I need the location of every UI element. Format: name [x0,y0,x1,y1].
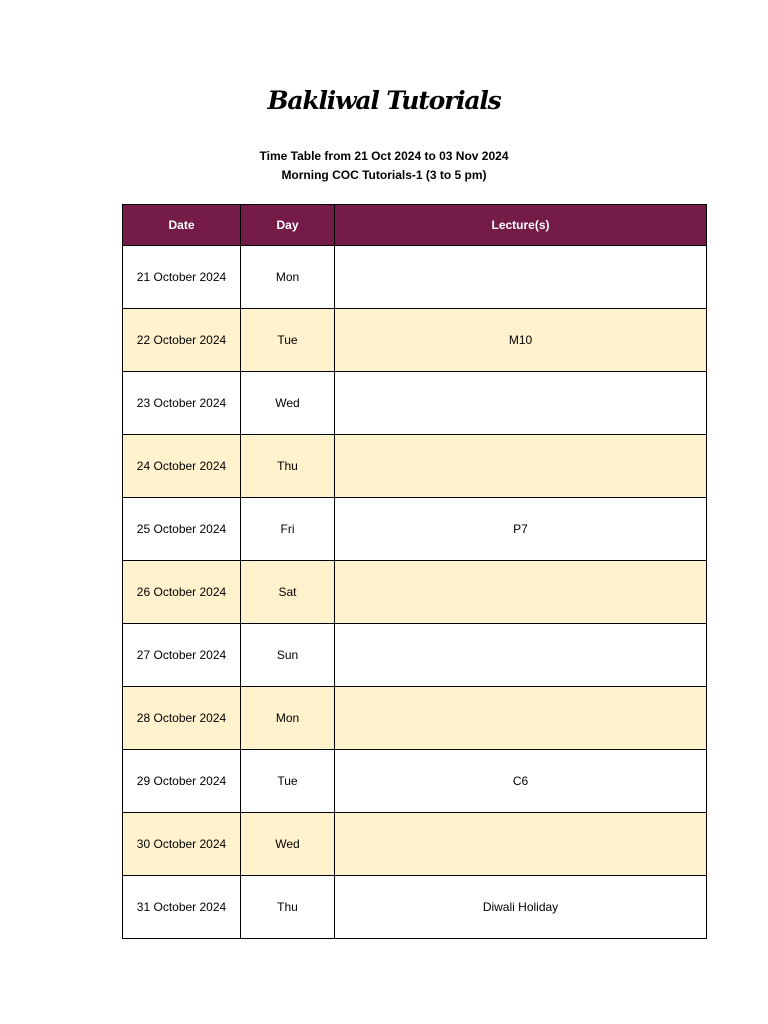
date-cell: 25 October 2024 [123,498,241,561]
table-row [123,750,707,813]
lecture-cell: C6 [335,750,707,813]
table-row [123,561,707,624]
header-day: Day [241,205,335,246]
date-cell: 28 October 2024 [123,687,241,750]
table-row [123,498,707,561]
lecture-cell [335,372,707,435]
day-cell: Mon [241,687,335,750]
batch-name: Morning COC Tutorials-1 (3 to 5 pm) [281,168,487,182]
date-cell: 29 October 2024 [123,750,241,813]
date-cell: 24 October 2024 [123,435,241,498]
day-cell: Tue [241,750,335,813]
header-date: Date [123,205,241,246]
table-row [123,876,707,939]
day-cell: Thu [241,435,335,498]
table-header-row [123,205,707,246]
date-cell: 21 October 2024 [123,246,241,309]
date-cell: 30 October 2024 [123,813,241,876]
table-row [123,687,707,750]
day-cell: Fri [241,498,335,561]
day-cell: Tue [241,309,335,372]
lecture-cell: Diwali Holiday [335,876,707,939]
table-row [123,813,707,876]
day-cell: Mon [241,246,335,309]
table-row [123,435,707,498]
table-row [123,246,707,309]
lecture-cell [335,687,707,750]
lecture-cell [335,246,707,309]
lecture-cell: M10 [335,309,707,372]
date-cell: 22 October 2024 [123,309,241,372]
day-cell: Sat [241,561,335,624]
date-cell: 27 October 2024 [123,624,241,687]
day-cell: Wed [241,372,335,435]
table-row [123,372,707,435]
timetable [122,204,707,939]
document-title: Bakliwal Tutorials [267,86,501,115]
timetable-date-range: Time Table from 21 Oct 2024 to 03 Nov 2024 [259,149,509,163]
lecture-cell [335,561,707,624]
table-row [123,624,707,687]
date-cell: 23 October 2024 [123,372,241,435]
table-row [123,309,707,372]
day-cell: Sun [241,624,335,687]
header-lectures: Lecture(s) [335,205,707,246]
date-cell: 26 October 2024 [123,561,241,624]
date-cell: 31 October 2024 [123,876,241,939]
lecture-cell [335,813,707,876]
day-cell: Wed [241,813,335,876]
lecture-cell [335,624,707,687]
day-cell: Thu [241,876,335,939]
lecture-cell: P7 [335,498,707,561]
lecture-cell [335,435,707,498]
